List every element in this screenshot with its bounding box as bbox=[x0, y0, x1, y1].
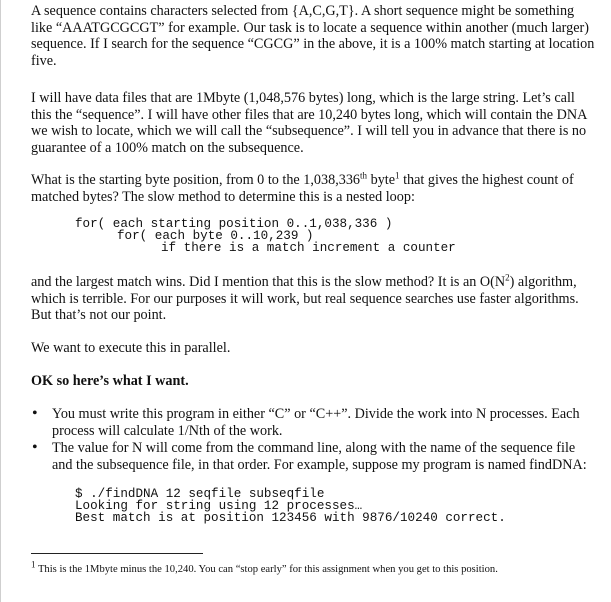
parallel-paragraph: We want to execute this in parallel. bbox=[31, 340, 231, 356]
question-text-start: What is the starting byte position, from 0 to the 1,038,336 bbox=[31, 172, 361, 188]
footnote-reference: 1 bbox=[395, 170, 400, 181]
data-files-paragraph: I will have data files that are 1Mbyte (1,048,576 bytes) long, which is the large string. Let’s call this the “sequence”. I will have other files that are 10,240 bytes long, which will contain the DNA we wish to locate, which we will call the “subsequence”. I will tell you in advance that there is no guarantee of a 100% match on the subsequence. bbox=[31, 90, 587, 156]
question-paragraph bbox=[31, 172, 597, 205]
bullet-marker: • bbox=[32, 439, 38, 456]
complexity-paragraph bbox=[31, 274, 597, 324]
question-text-end: that gives the highest count of matched bytes? The slow method to determine this is a nested loop: bbox=[31, 172, 574, 205]
loop-code-line-2: for( each byte 0..10,239 ) bbox=[117, 229, 314, 243]
complexity-text-start: and the largest match wins. Did I mention that this is the slow method? It is an O(N bbox=[31, 274, 506, 290]
loop-code-line-1: for( each starting position 0..1,038,336 ) bbox=[75, 217, 393, 231]
requirements-heading: OK so here’s what I want. bbox=[31, 373, 189, 389]
ordinal-suffix: th bbox=[360, 170, 368, 181]
intro-paragraph: A sequence contains characters selected from {A,C,G,T}. A short sequence might be something like “AAATGCGCGT” for example. Our task is to locate a sequence within another (much larger) sequence. If I search for the sequence “CGCG” in the above, it is a 100% match starting at location five. bbox=[31, 3, 595, 69]
bullet-marker: • bbox=[32, 405, 38, 422]
footnote-text: This is the 1Mbyte minus the 10,240. You can “stop early” for this assignment when you get to this position. bbox=[35, 564, 498, 575]
loop-code-line-3: if there is a match increment a counter bbox=[161, 241, 456, 255]
footnote-divider bbox=[31, 553, 203, 554]
exponent: 2 bbox=[505, 272, 510, 283]
complexity-text-end: ) algorithm, which is terrible. For our purposes it will work, but real sequence searches use faster algorithms. But that’s not our point. bbox=[31, 274, 579, 324]
bullet-item-language: You must write this program in either “C” or “C++”. Divide the work into N processes. Each process will calculate 1/Nth of the work. bbox=[52, 406, 580, 439]
footnote-marker: 1 bbox=[31, 559, 36, 570]
terminal-line-2: Looking for string using 12 processes… bbox=[75, 499, 363, 513]
terminal-line-1: $ ./findDNA 12 seqfile subseqfile bbox=[75, 487, 325, 501]
question-text-mid: byte bbox=[367, 172, 396, 188]
footnote bbox=[31, 559, 597, 576]
terminal-line-3: Best match is at position 123456 with 9876/10240 correct. bbox=[75, 511, 506, 525]
bullet-item-command-line: The value for N will come from the command line, along with the name of the sequence file and the subsequence file, in that order. For example, suppose my program is named findDNA: bbox=[52, 440, 587, 473]
